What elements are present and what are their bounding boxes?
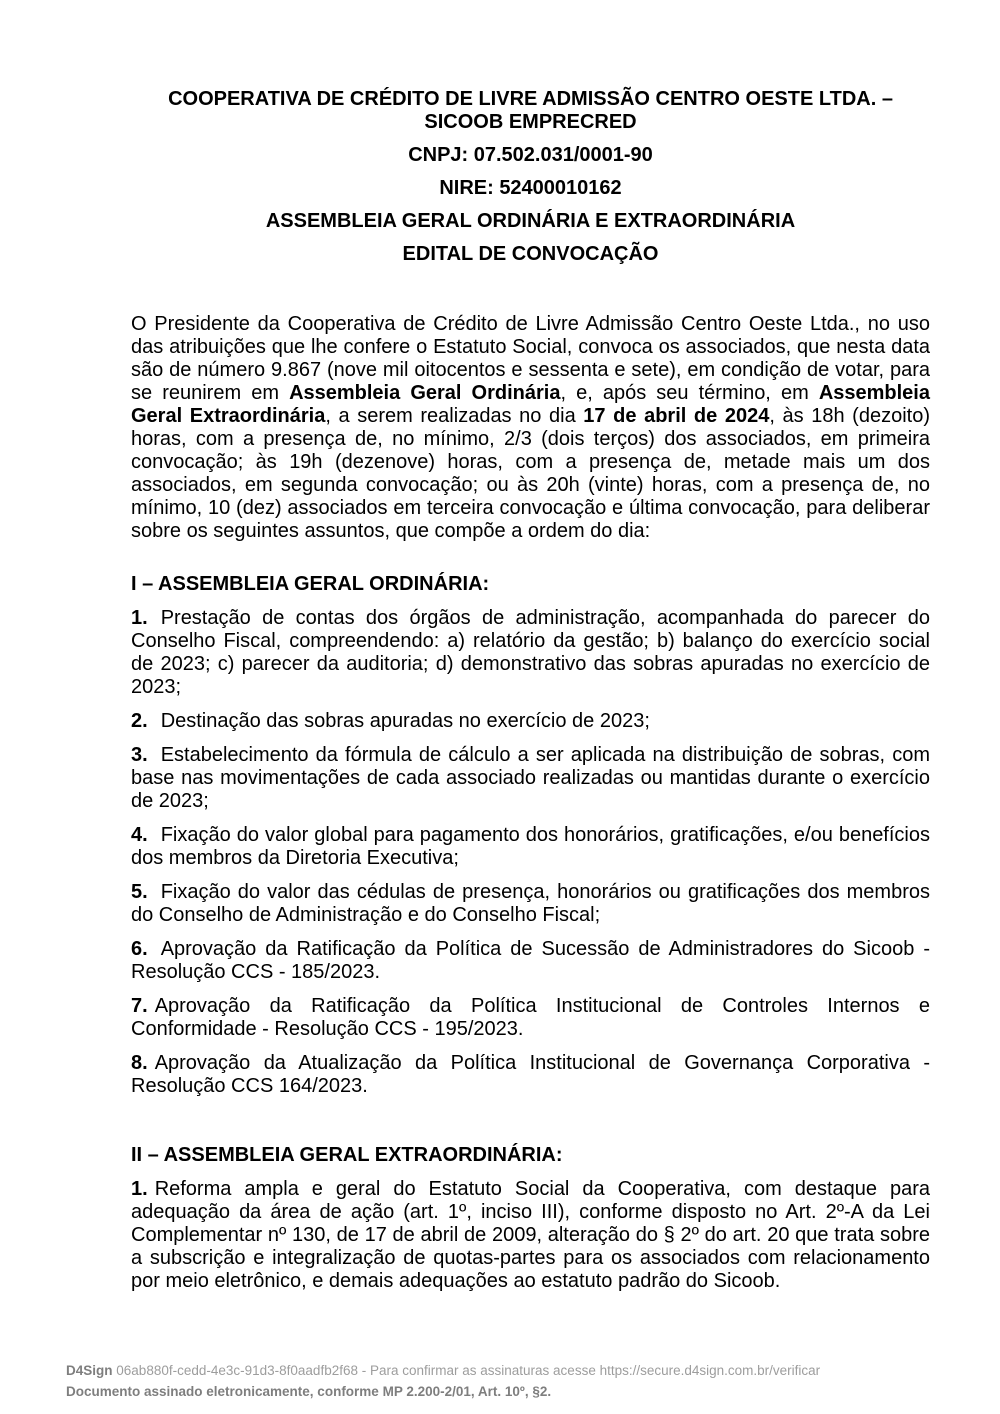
agenda-item-number: 7.: [131, 995, 148, 1017]
agenda-item-5: [131, 881, 930, 927]
agenda-item-number: 4.: [131, 824, 148, 846]
agenda-item-text: Reforma ampla e geral do Estatuto Social da Cooperativa, com destaque para adequação da área de ação (art. 1º, inciso III), conforme disposto no Art. 2º-A da Lei Complementar nº 130, de 17 de abril de 2009, alteração do § 2º do art. 20 que trata sobre a subscrição e integralização de quotas-partes para os associados com relacionamento por meio eletrônico, e demais adequações ao estatuto padrão do Sicoob.: [131, 1178, 930, 1292]
section-1-heading: I – ASSEMBLEIA GERAL ORDINÁRIA:: [131, 573, 490, 595]
intro-bold-age: Assembleia Geral Extraordinária: [131, 382, 930, 427]
intro-text: O Presidente da Cooperativa de Crédito de Livre Admissão Centro Oeste Ltda., no uso das atribuições que lhe confere o Estatuto Social, convoca os associados, que nesta data são de número 9.867 (nove mil oitocentos e sessenta e sete), em condição de votar, para se reunirem em: [131, 313, 930, 404]
signature-hash-text: 06ab880f-cedd-4e3c-91d3-8f0aadfb2f68 - Para confirmar as assinaturas acesse https://secure.d4sign.com.br/verificar: [116, 1363, 821, 1378]
agenda-item-number: 3.: [131, 744, 148, 766]
agenda-item-number: 1.: [131, 607, 148, 629]
agenda-item-2: [131, 710, 930, 733]
agenda-item-text: Aprovação da Atualização da Política Institucional de Governança Corporativa - Resolução CCS 164/2023.: [131, 1052, 930, 1097]
doc-nire: NIRE: 52400010162: [439, 177, 622, 199]
agenda-item-4: [131, 824, 930, 870]
intro-text: , e, após seu término, em: [560, 382, 819, 404]
intro-text: , a serem realizadas no dia: [325, 405, 584, 427]
doc-title: COOPERATIVA DE CRÉDITO DE LIVRE ADMISSÃO CENTRO OESTE LTDA. – SICOOB EMPRECRED: [168, 88, 893, 133]
intro-text: , às 18h (dezoito) horas, com a presença de, no mínimo, 2/3 (dois terços) dos associados, em primeira convocação; às 19h (dezenove) horas, com a presença de, metade mais um dos associados, em segunda convocação; ou às 20h (vinte) horas, com a presença de, no mínimo, 10 (dez) associados em terceira convocação e última convocação, para deliberar sobre os seguintes assuntos, que compõe a ordem do dia:: [131, 405, 930, 542]
signature-footer-line2: Documento assinado eletronicamente, conforme MP 2.200-2/01, Art. 10º, §2.: [66, 1384, 552, 1399]
agenda-item-text: Estabelecimento da fórmula de cálculo a ser aplicada na distribuição de sobras, com base nas movimentações de cada associado realizadas ou mantidas durante o exercício de 2023;: [131, 744, 930, 812]
agenda-item-text: Prestação de contas dos órgãos de administração, acompanhada do parecer do Conselho Fiscal, compreendendo: a) relatório da gestão; b) balanço do exercício social de 2023; c) parecer da auditoria; d) demonstrativo das sobras apuradas no exercício de 2023;: [131, 607, 930, 698]
agenda-item-text: Aprovação da Ratificação da Política Institucional de Controles Internos e Conformidade - Resolução CCS - 195/2023.: [131, 995, 930, 1040]
agenda-item-number: 5.: [131, 881, 148, 903]
agenda-item-text: Fixação do valor das cédulas de presença, honorários ou gratificações dos membros do Conselho de Administração e do Conselho Fiscal;: [131, 881, 930, 926]
agenda-item-text: Destinação das sobras apuradas no exercício de 2023;: [160, 710, 650, 732]
doc-assembly-title: ASSEMBLEIA GERAL ORDINÁRIA E EXTRAORDINÁRIA: [265, 210, 796, 232]
intro-bold-date: 17 de abril de 2024: [583, 405, 770, 427]
document-header: [131, 88, 930, 266]
section-2-heading: II – ASSEMBLEIA GERAL EXTRAORDINÁRIA:: [131, 1144, 563, 1166]
agenda-item-text: Fixação do valor global para pagamento dos honorários, gratificações, e/ou benefícios dos membros da Diretoria Executiva;: [131, 824, 930, 869]
signature-footer-line1: [66, 1360, 820, 1381]
document-content: [131, 88, 930, 1293]
agenda-item-7: [131, 995, 930, 1041]
agenda-item-8: [131, 1052, 930, 1098]
doc-edital-title: EDITAL DE CONVOCAÇÃO: [402, 243, 659, 265]
d4sign-brand: D4Sign: [66, 1363, 113, 1378]
agenda-item-3: [131, 744, 930, 813]
intro-paragraph: [131, 313, 930, 543]
agenda-item-1: [131, 607, 930, 699]
agenda-item-6: [131, 938, 930, 984]
agenda-item-number: 2.: [131, 710, 148, 732]
intro-bold-ago: Assembleia Geral Ordinária: [289, 382, 561, 404]
signature-footer: [66, 1360, 820, 1402]
agenda-item-text: Aprovação da Ratificação da Política de Sucessão de Administradores do Sicoob - Resolução CCS - 185/2023.: [131, 938, 930, 983]
agenda-item-ext-1: [131, 1178, 930, 1293]
agenda-item-number: 8.: [131, 1052, 148, 1074]
doc-cnpj: CNPJ: 07.502.031/0001-90: [408, 144, 653, 166]
agenda-item-number: 6.: [131, 938, 148, 960]
agenda-item-number: 1.: [131, 1178, 148, 1200]
